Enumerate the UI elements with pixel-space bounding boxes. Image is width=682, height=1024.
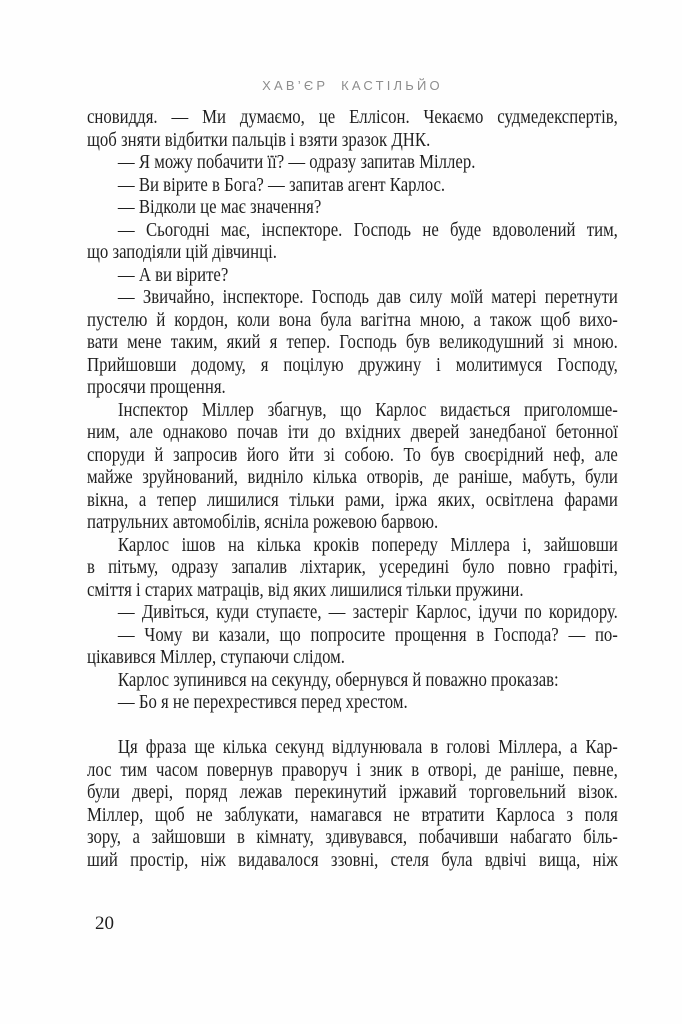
- paragraph: [87, 107, 618, 152]
- text-line: — Бо я не перехрестився перед хрестом.: [117, 692, 408, 713]
- paragraph: [87, 602, 618, 625]
- text-line: — Ви вірите в Бога? — запитав агент Карлос.: [117, 174, 446, 196]
- paragraph: [87, 692, 618, 715]
- paragraph: [87, 220, 618, 265]
- text-line: майже зруйнований, видніло кілька отворів, де раніше, мабуть, були: [87, 467, 618, 488]
- text-line: — Сьогодні має, інспекторе. Господь не буде вдоволений тим,: [117, 219, 618, 241]
- text-line: сміття і старих матраців, від яких лишилися тільки пружини.: [87, 579, 524, 601]
- paragraph: [87, 535, 618, 603]
- paragraph: [87, 737, 618, 872]
- paragraph: [87, 152, 618, 175]
- page-number: 20: [95, 913, 114, 934]
- text-line: цікавився Міллер, ступаючи слідом.: [87, 647, 345, 668]
- text-line: зору, а зайшовши в кімнату, здивувався, побачивши набагато біль-: [87, 827, 618, 848]
- text-line: ший простір, ніж видавалося ззовні, стеля була вдвічі вища, ніж: [87, 849, 618, 871]
- text-line: ним, але однаково почав іти до вхідних дверей занедбаної бетонної: [87, 422, 618, 443]
- paragraph: [87, 175, 618, 198]
- text-line: вікна, а тепер лишилися тільки рами, іржа яких, освітлена фарами: [87, 489, 618, 511]
- text-line: що заподіяли цій дівчинці.: [87, 242, 277, 263]
- text-line: Карлос зупинився на секунду, обернувся й поважно проказав:: [117, 669, 559, 691]
- text-line: — Чому ви казали, що попросите прощення в Господа? — по-: [117, 624, 618, 646]
- text-line: патрульних автомобілів, ясніла рожевою барвою.: [87, 512, 439, 533]
- text-line: лос тим часом повернув праворуч і зник в отворі, де раніше, певне,: [87, 759, 618, 781]
- paragraph: [87, 400, 618, 535]
- text-line: сновиддя. — Ми думаємо, це Еллісон. Чекаємо судмедекспертів,: [87, 107, 618, 128]
- paragraph: [87, 265, 618, 288]
- text-line: просячи прощення.: [87, 377, 226, 398]
- paragraph: [87, 197, 618, 220]
- text-line: — А ви вірите?: [117, 264, 229, 286]
- text-line: Ця фраза ще кілька секунд відлунювала в голові Міллера, а Кар-: [117, 737, 618, 758]
- paragraph: [87, 287, 618, 400]
- text-line: пустелю й кордон, коли вона була вагітна мною, а також щоб вихо-: [87, 309, 618, 331]
- body-text: [87, 107, 618, 872]
- text-line: — Я можу побачити її? — одразу запитав Міллер.: [117, 152, 476, 173]
- text-line: Карлос ішов на кілька кроків попереду Міллера і, зайшовши: [117, 534, 618, 556]
- text-line: — Відколи це має значення?: [117, 197, 322, 218]
- text-line: щоб зняти відбитки пальців і взяти зразок ДНК.: [87, 129, 431, 151]
- running-head: ХАВ’ЄР КАСТІЛЬЙО: [262, 78, 443, 93]
- text-line: вати мене таким, який я тепер. Господь був великодушний зі мною.: [87, 332, 618, 353]
- text-line: споруди й запросив його йти зі собою. То був своєрідний неф, але: [87, 444, 618, 466]
- paragraph: [87, 670, 618, 693]
- paragraph: [87, 625, 618, 670]
- text-line: — Дивіться, куди ступаєте, — застеріг Карлос, ідучи по коридору.: [117, 602, 618, 623]
- text-line: Інспектор Міллер збагнув, що Карлос видається приголомше-: [117, 399, 618, 421]
- text-line: Міллер, щоб не заблукати, намагався не втратити Карлоса з поля: [87, 804, 618, 826]
- text-line: були двері, поряд лежав перекинутий іржавий торговельний візок.: [87, 782, 618, 803]
- text-line: — Звичайно, інспекторе. Господь дав силу моїй матері перетнути: [117, 287, 618, 308]
- text-line: в пітьму, одразу запалив ліхтарик, усередині було повно графіті,: [87, 557, 618, 578]
- text-line: Прийшовши додому, я поцілую дружину і молитимуся Господу,: [87, 354, 618, 376]
